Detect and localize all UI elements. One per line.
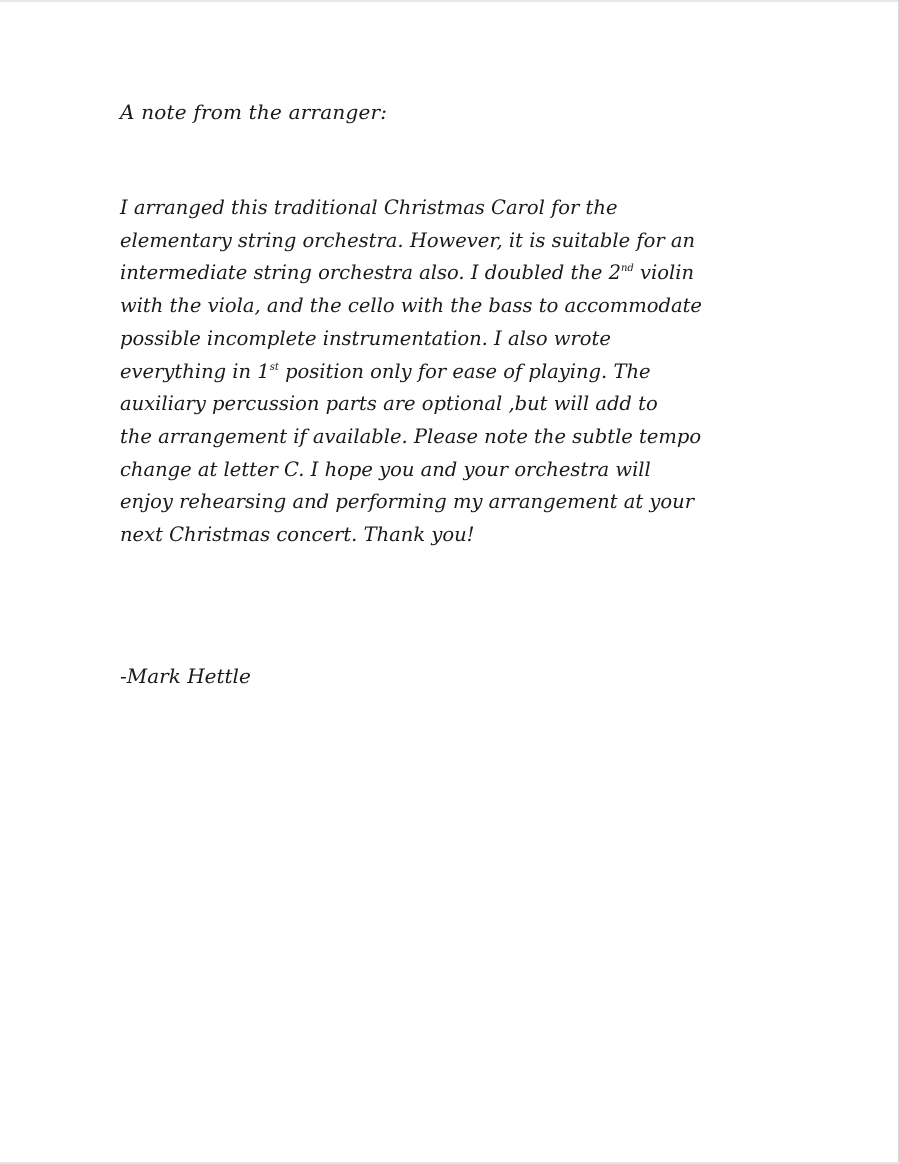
body-line-11: next Christmas concert. Thank you! xyxy=(120,523,475,547)
body-line-7: auxiliary percussion parts are optional ,but will add to xyxy=(120,392,658,416)
body-line-8: the arrangement if available. Please note the subtle tempo xyxy=(120,424,702,448)
ordinal-suffix: nd xyxy=(620,263,634,275)
note-heading: A note from the arranger: xyxy=(120,100,388,124)
ordinal-suffix: st xyxy=(269,361,279,373)
signature: -Mark Hettle xyxy=(120,664,251,688)
body-line-2: elementary string orchestra. However, it is suitable for an xyxy=(120,228,696,252)
body-line-3: intermediate string orchestra also. I doubled the 2nd violin xyxy=(120,261,695,285)
note-body xyxy=(120,192,820,552)
body-line-5: possible incomplete instrumentation. I also wrote xyxy=(120,326,611,350)
body-line-6: everything in 1st position only for ease of playing. The xyxy=(120,359,651,383)
page-edge-top xyxy=(0,0,900,2)
body-line-1: I arranged this traditional Christmas Carol for the xyxy=(120,196,618,219)
body-line-9: change at letter C. I hope you and your orchestra will xyxy=(120,457,651,481)
body-line-4: with the viola, and the cello with the bass to accommodate xyxy=(120,294,702,318)
body-line-10: enjoy rehearsing and performing my arrangement at your xyxy=(120,490,695,514)
